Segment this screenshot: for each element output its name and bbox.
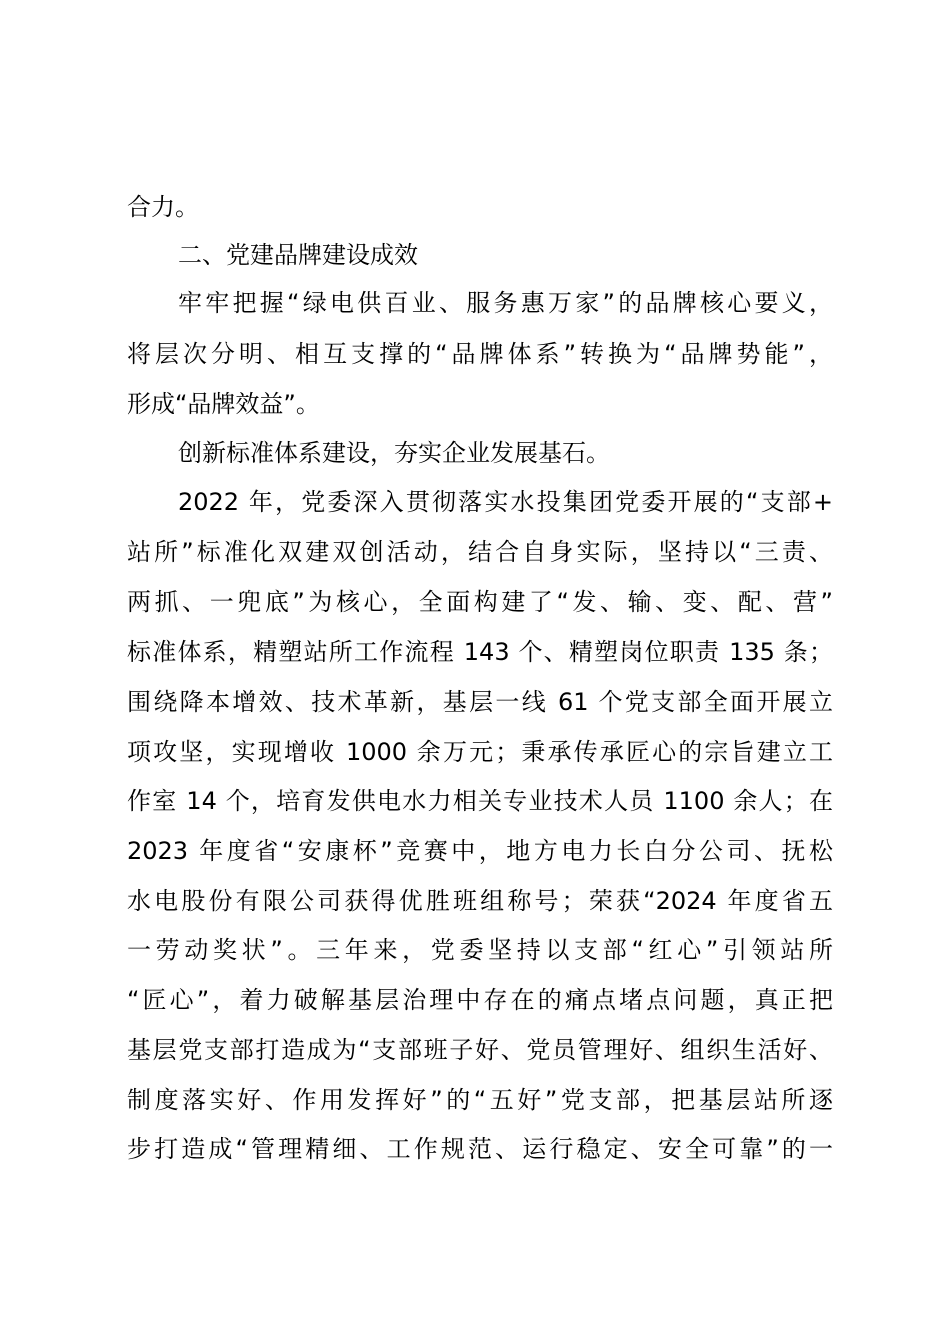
paragraph-line: 牢牢把握“绿电供百业、服务惠万家”的品牌核心要义， — [178, 289, 833, 317]
paragraph-line: 基层党支部打造成为“支部班子好、党员管理好、组织生活好、 — [127, 1036, 833, 1064]
paragraph-line: 制度落实好、作用发挥好”的“五好”党支部，把基层站所逐 — [127, 1086, 833, 1114]
section-heading: 二、党建品牌建设成效 — [178, 241, 418, 269]
paragraph-line: 站所”标准化双建双创活动，结合自身实际，坚持以“三责、 — [127, 538, 833, 566]
paragraph-line: 围绕降本增效、技术革新，基层一线 61 个党支部全面开展立 — [127, 688, 833, 716]
paragraph-line: 2022 年，党委深入贯彻落实水投集团党委开展的“支部+ — [178, 488, 833, 516]
paragraph-line: 作室 14 个，培育发供电水力相关专业技术人员 1100 余人；在 — [127, 787, 833, 815]
paragraph-line: 项攻坚，实现增收 1000 余万元；秉承传承匠心的宗旨建立工 — [127, 738, 833, 766]
paragraph-line: “匠心”，着力破解基层治理中存在的痛点堵点问题，真正把 — [127, 986, 833, 1014]
paragraph-line: 创新标准体系建设，夯实企业发展基石。 — [178, 439, 610, 467]
paragraph-line: 两抓、一兜底”为核心，全面构建了“发、输、变、配、营” — [127, 588, 833, 616]
paragraph-line: 标准体系，精塑站所工作流程 143 个、精塑岗位职责 135 条； — [127, 638, 833, 666]
paragraph-line: 水电股份有限公司获得优胜班组称号；荣获“2024 年度省五 — [127, 887, 833, 915]
paragraph-line: 步打造成“管理精细、工作规范、运行稳定、安全可靠”的一 — [127, 1135, 833, 1163]
paragraph-line: 将层次分明、相互支撑的“品牌体系”转换为“品牌势能”， — [127, 340, 833, 368]
paragraph-line: 形成“品牌效益”。 — [127, 390, 320, 418]
paragraph-line: 合力。 — [127, 193, 199, 221]
paragraph-line: 2023 年度省“安康杯”竞赛中，地方电力长白分公司、抚松 — [127, 837, 833, 865]
paragraph-line: 一劳动奖状”。三年来，党委坚持以支部“红心”引领站所 — [127, 936, 833, 964]
